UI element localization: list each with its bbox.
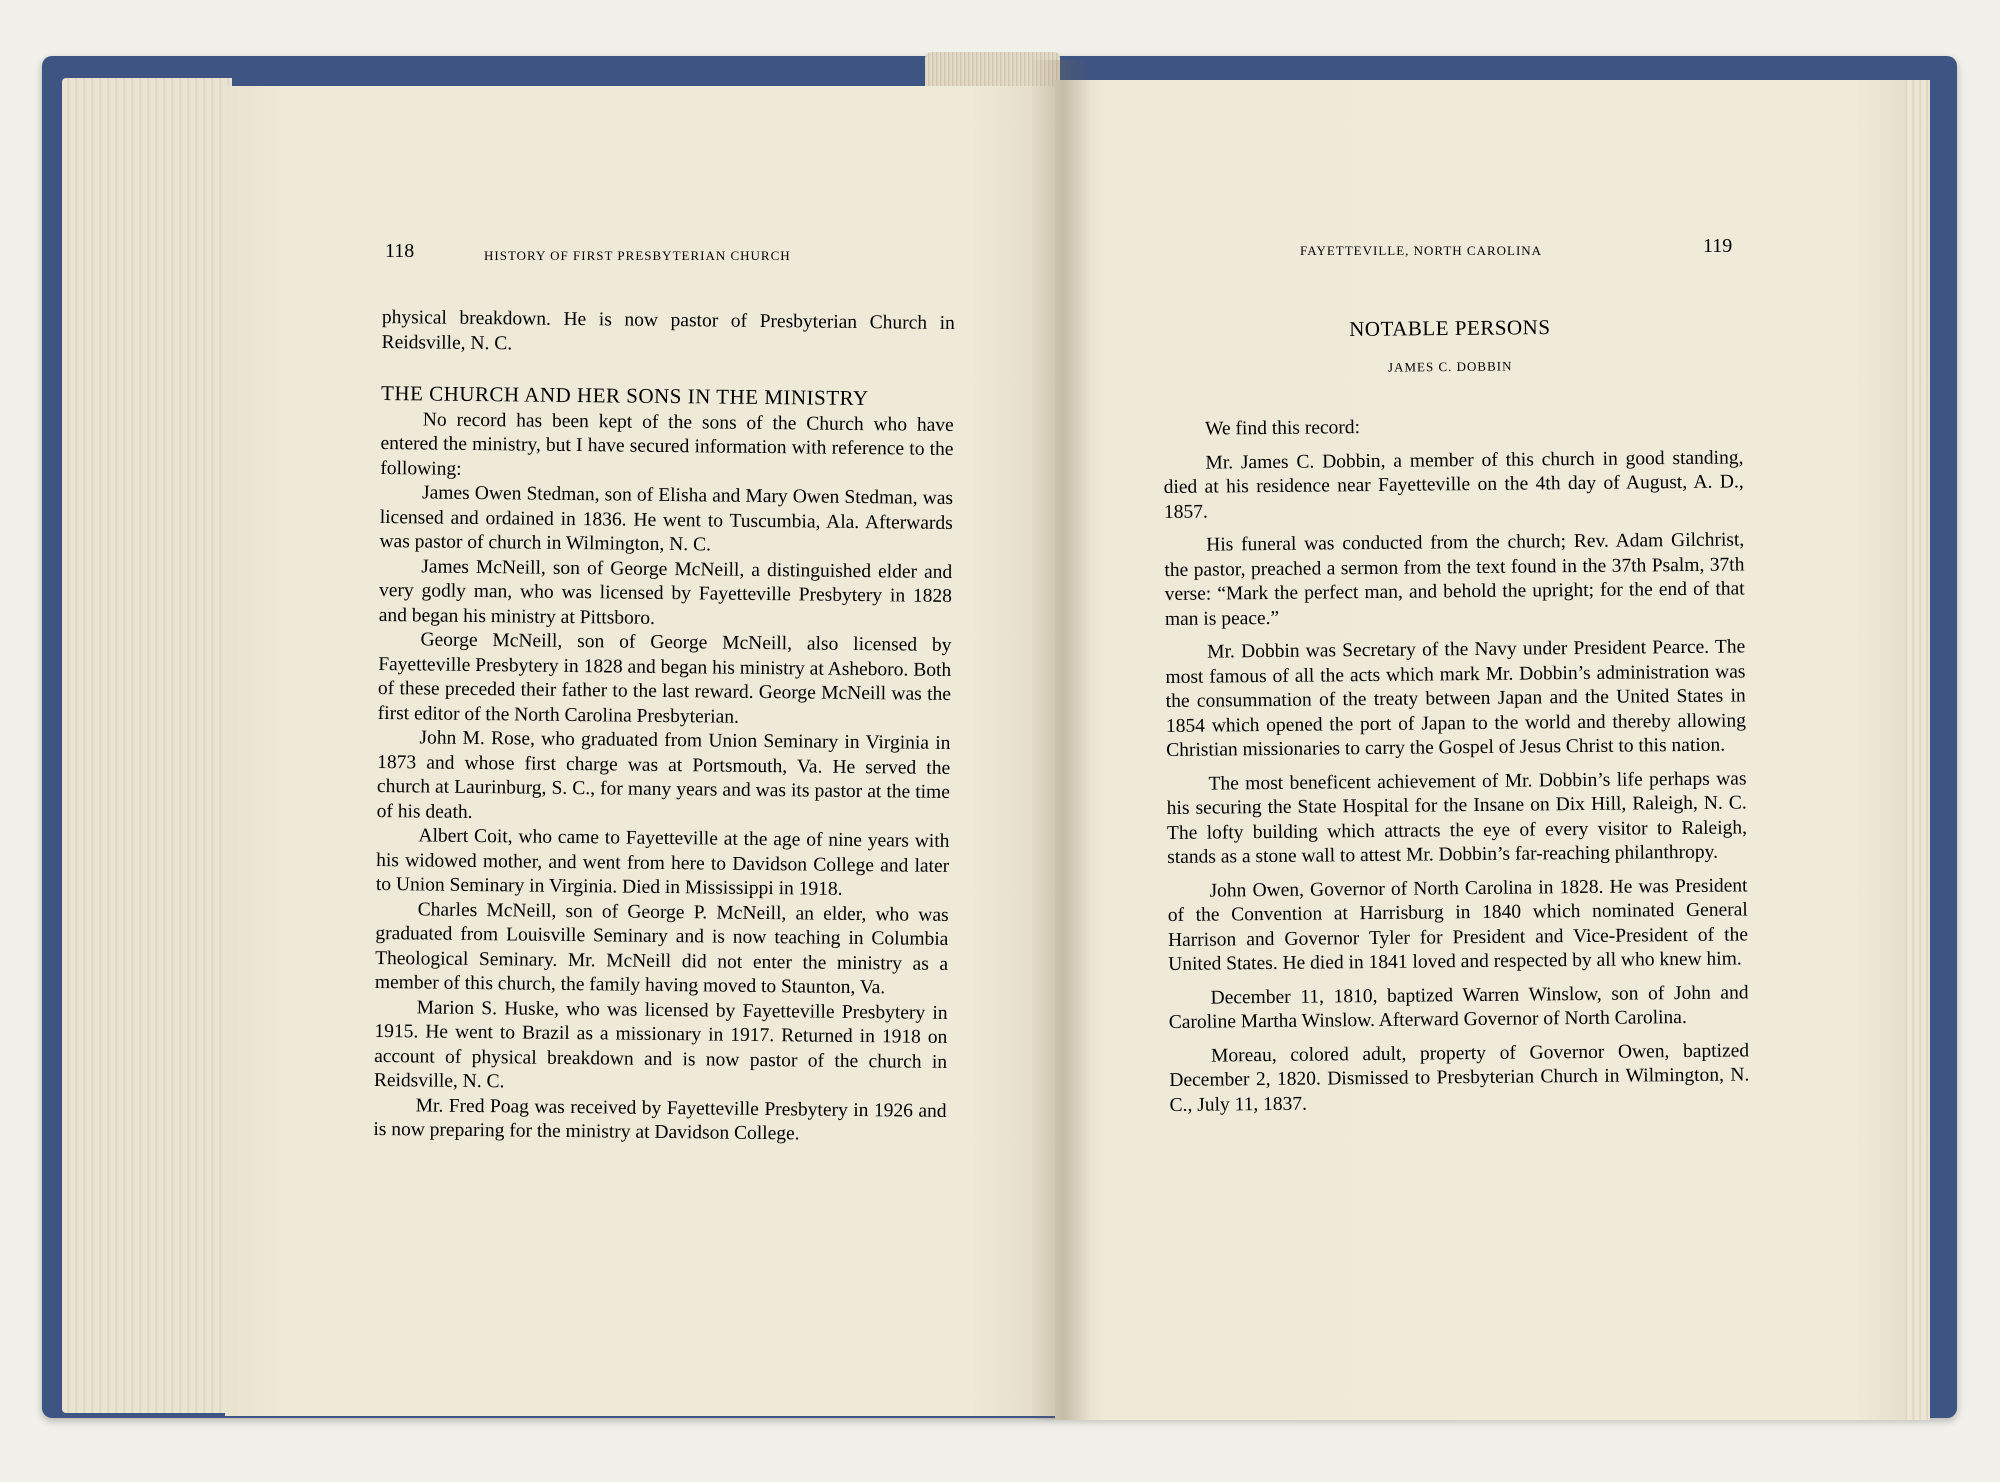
page-edges-left [62,78,232,1413]
right-running-head: FAYETTEVILLE, NORTH CAROLINA [1300,243,1543,258]
left-paragraph: Charles McNeill, son of George P. McNeill, an elder, who was graduated from Louisville Seminary and is now teaching in Columbia Theological Seminary. Mr. McNeill did not enter the ministry as a member of this church, the family having moved to Staunton, Va. [374,898,949,999]
left-paragraph: John M. Rose, who graduated from Union Seminary in Virginia in 1873 and whose first charge was at Portsmouth, Va. He served the church at Laurinburg, S. C., for many years and was its pastor at the time of his death. [376,727,951,823]
right-paragraph: Mr. Dobbin was Secretary of the Navy under President Pearce. The most famous of all the acts which mark Mr. Dobbin’s administration was the consummation of the treaty between Japan and the United States in 1854 which opened the port of Japan to the world and thereby allowing Christian missionaries to carry the Gospel of Jesus Christ to this nation. [1165,636,1747,761]
left-intro-paragraph: physical breakdown. He is now pastor of Presbyterian Church in Reidsville, N. C. [381,306,955,354]
right-paragraph: John Owen, Governor of North Carolina in 1828. He was President of the Convention at Harrisburg in 1840 which nominated General Harrison and Governor Tyler for President and Vice-President of the United States. He died in 1841 loved and respected by all who knew him. [1167,874,1749,975]
left-paragraph: George McNeill, son of George McNeill, also licensed by Fayetteville Presbytery in 1828 and began his ministry at Asheboro. Both of these preceded their father to the last reward. George McNeill was the first editor of the North Carolina Presbyterian. [377,629,952,728]
left-paragraph: James Owen Stedman, son of Elisha and Mary Owen Stedman, was licensed and ordained in 1836. He went to Tuscumbia, Ala. Afterwards was pastor of church in Wilmington, N. C. [379,482,954,556]
section-heading: THE CHURCH AND HER SONS IN THE MINISTRY [380,380,869,411]
right-paragraph: Moreau, colored adult, property of Governor Owen, baptized December 2, 1820. Dismissed to Presbyterian Church in Wilmington, N. C., July 11, 1837. [1169,1039,1750,1116]
right-paragraph: We find this record: [1205,417,1361,440]
section-subtitle: JAMES C. DOBBIN [1387,358,1513,375]
left-page-number: 118 [385,240,415,262]
right-paragraph: December 11, 1810, baptized Warren Winslow, son of John and Caroline Martha Winslow. Afterward Governor of North Carolina. [1168,981,1749,1033]
left-paragraph: Marion S. Huske, who was licensed by Fayetteville Presbytery in 1915. He went to Brazil as a missionary in 1917. Returned in 1918 on account of physical breakdown and is now pastor of the church in Reidsville, N. C. [373,996,948,1093]
right-page-text [1163,412,1750,1127]
left-running-head: HISTORY OF FIRST PRESBYTERIAN CHURCH [484,248,791,263]
left-paragraph: No record has been kept of the sons of the Church who have entered the ministry, but I have secured information with reference to the following: [380,408,954,480]
right-title-block [1265,314,1636,377]
left-paragraph: Albert Coit, who came to Fayetteville at the age of nine years with his widowed mother, and went from here to Davidson College and later to Union Seminary in Virginia. Died in Mississippi in 1918. [375,825,950,900]
right-paragraph: His funeral was conducted from the church; Rev. Adam Gilchrist, the pastor, preached a sermon from the text found in the 37th Psalm, 37th verse: “Mark the perfect man, and behold the upright; for the end of that man is peace.” [1164,529,1745,630]
left-paragraph: James McNeill, son of George McNeill, a distinguished elder and very godly man, who was licensed by Fayetteville Presbytery in 1828 and began his ministry at Pittsboro. [378,555,953,629]
book-spine-headband [925,52,1060,90]
right-page-number: 119 [1703,235,1733,257]
right-paragraph: Mr. James C. Dobbin, a member of this church in good standing, died at his residence near Fayetteville on the 4th day of August, A. D., 1857. [1163,446,1744,523]
left-paragraph: Mr. Fred Poag was received by Fayetteville Presbytery in 1926 and is now preparing for the ministry at Davidson College. [373,1094,947,1145]
left-page-text [373,306,955,1148]
right-paragraph: The most beneficent achievement of Mr. Dobbin’s life perhaps was his securing the State Hospital for the Insane on Dix Hill, Raleigh, N. C. The lofty building which attracts the eye of every visitor to Raleigh, stands as a stone wall to attest Mr. Dobbin’s far-reaching philanthropy. [1166,767,1748,868]
section-title: NOTABLE PERSONS [1349,315,1551,341]
